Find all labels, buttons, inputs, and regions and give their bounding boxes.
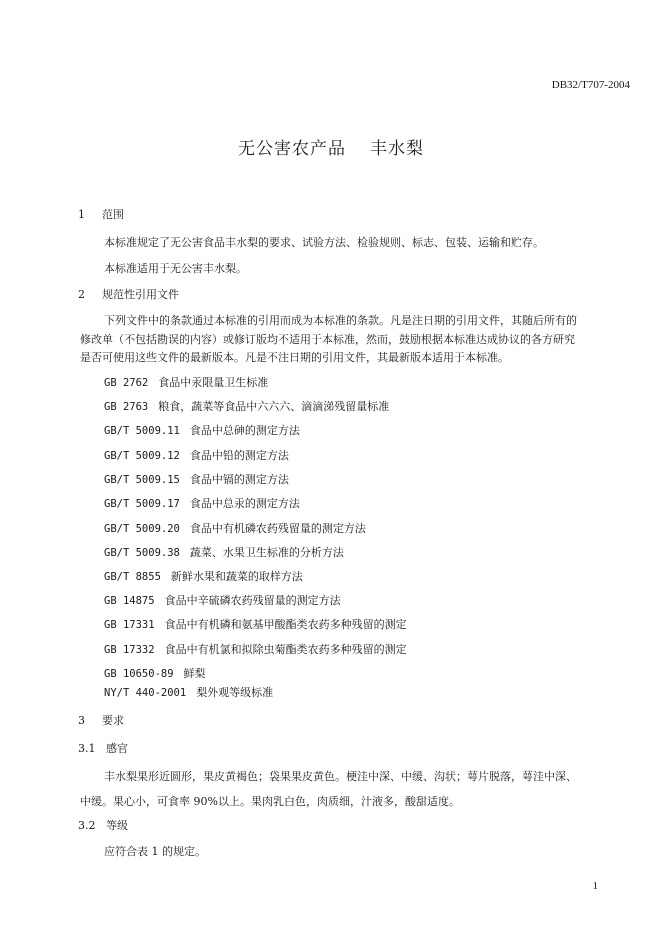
subsection-number: 3.1 [78, 742, 96, 755]
reference-item: GB 14875 食品中辛硫磷农药残留量的测定方法 [104, 594, 341, 607]
reference-item: GB/T 5009.12 食品中铅的测定方法 [104, 449, 289, 462]
section-number: 3 [78, 714, 85, 727]
reference-item: GB/T 5009.20 食品中有机磷农药残留量的测定方法 [104, 522, 366, 535]
section-2-heading [78, 286, 179, 302]
reference-item: GB/T 8855 新鲜水果和蔬菜的取样方法 [104, 570, 303, 583]
section-1-paragraph-1: 本标准规定了无公害食品丰水梨的要求、试验方法、检验规则、标志、包装、运输和贮存。 [104, 236, 544, 249]
section-title: 规范性引用文件 [102, 288, 179, 301]
section-2-intro-line-3: 是否可使用这些文件的最新版本。凡是不注日期的引用文件，其最新版本适用于本标准。 [80, 351, 509, 364]
subsection-number: 3.2 [78, 819, 96, 832]
title-part-1: 无公害农产品 [238, 139, 346, 159]
subsection-3-1-line-2: 中缓。果心小，可食率 90%以上。果肉乳白色，肉质细，汁液多，酸甜适度。 [80, 795, 460, 808]
section-title: 范围 [102, 208, 124, 221]
subsection-3-2-line-1: 应符合表 1 的规定。 [104, 845, 206, 858]
reference-item: GB 17332 食品中有机氯和拟除虫菊酯类农药多种残留的测定 [104, 643, 407, 656]
section-number: 2 [78, 288, 85, 301]
page-number: 1 [592, 880, 598, 892]
document-code: DB32/T707-2004 [551, 79, 630, 91]
reference-item: GB 17331 食品中有机磷和氨基甲酸酯类农药多种残留的测定 [104, 618, 407, 631]
section-1-paragraph-2: 本标准适用于无公害丰水梨。 [104, 262, 247, 275]
subsection-title: 等级 [106, 819, 128, 832]
subsection-3-2-heading [78, 817, 128, 833]
title-part-2: 丰水梨 [370, 139, 424, 159]
reference-item: GB 10650-89 鲜梨 [104, 667, 206, 680]
reference-item: NY/T 440-2001 梨外观等级标准 [104, 686, 274, 699]
section-title: 要求 [102, 714, 124, 727]
subsection-title: 感官 [106, 742, 128, 755]
section-3-heading [78, 712, 124, 728]
reference-item: GB/T 5009.11 食品中总砷的测定方法 [104, 424, 300, 437]
section-number: 1 [78, 208, 85, 221]
section-2-intro-line-2: 修改单（不包括勘误的内容）或修订版均不适用于本标准，然而，鼓励根据本标准达成协议的各方研究 [80, 333, 575, 346]
reference-item: GB/T 5009.38 蔬菜、水果卫生标准的分析方法 [104, 546, 344, 559]
subsection-3-1-heading [78, 740, 128, 756]
reference-item: GB/T 5009.15 食品中镉的测定方法 [104, 473, 289, 486]
section-1-heading [78, 206, 124, 222]
section-2-intro-line-1: 下列文件中的条款通过本标准的引用而成为本标准的条款。凡是注日期的引用文件，其随后所有的 [104, 314, 577, 327]
reference-item: GB 2762 食品中汞限量卫生标准 [104, 376, 269, 389]
reference-item: GB 2763 粮食，蔬菜等食品中六六六、滴滴涕残留量标准 [104, 400, 390, 413]
subsection-3-1-line-1: 丰水梨果形近圆形，果皮黄褐色；袋果果皮黄色。梗洼中深、中缓、沟状；萼片脱落，萼洼中深、 [104, 770, 577, 783]
reference-item: GB/T 5009.17 食品中总汞的测定方法 [104, 497, 300, 510]
document-title [0, 134, 662, 159]
